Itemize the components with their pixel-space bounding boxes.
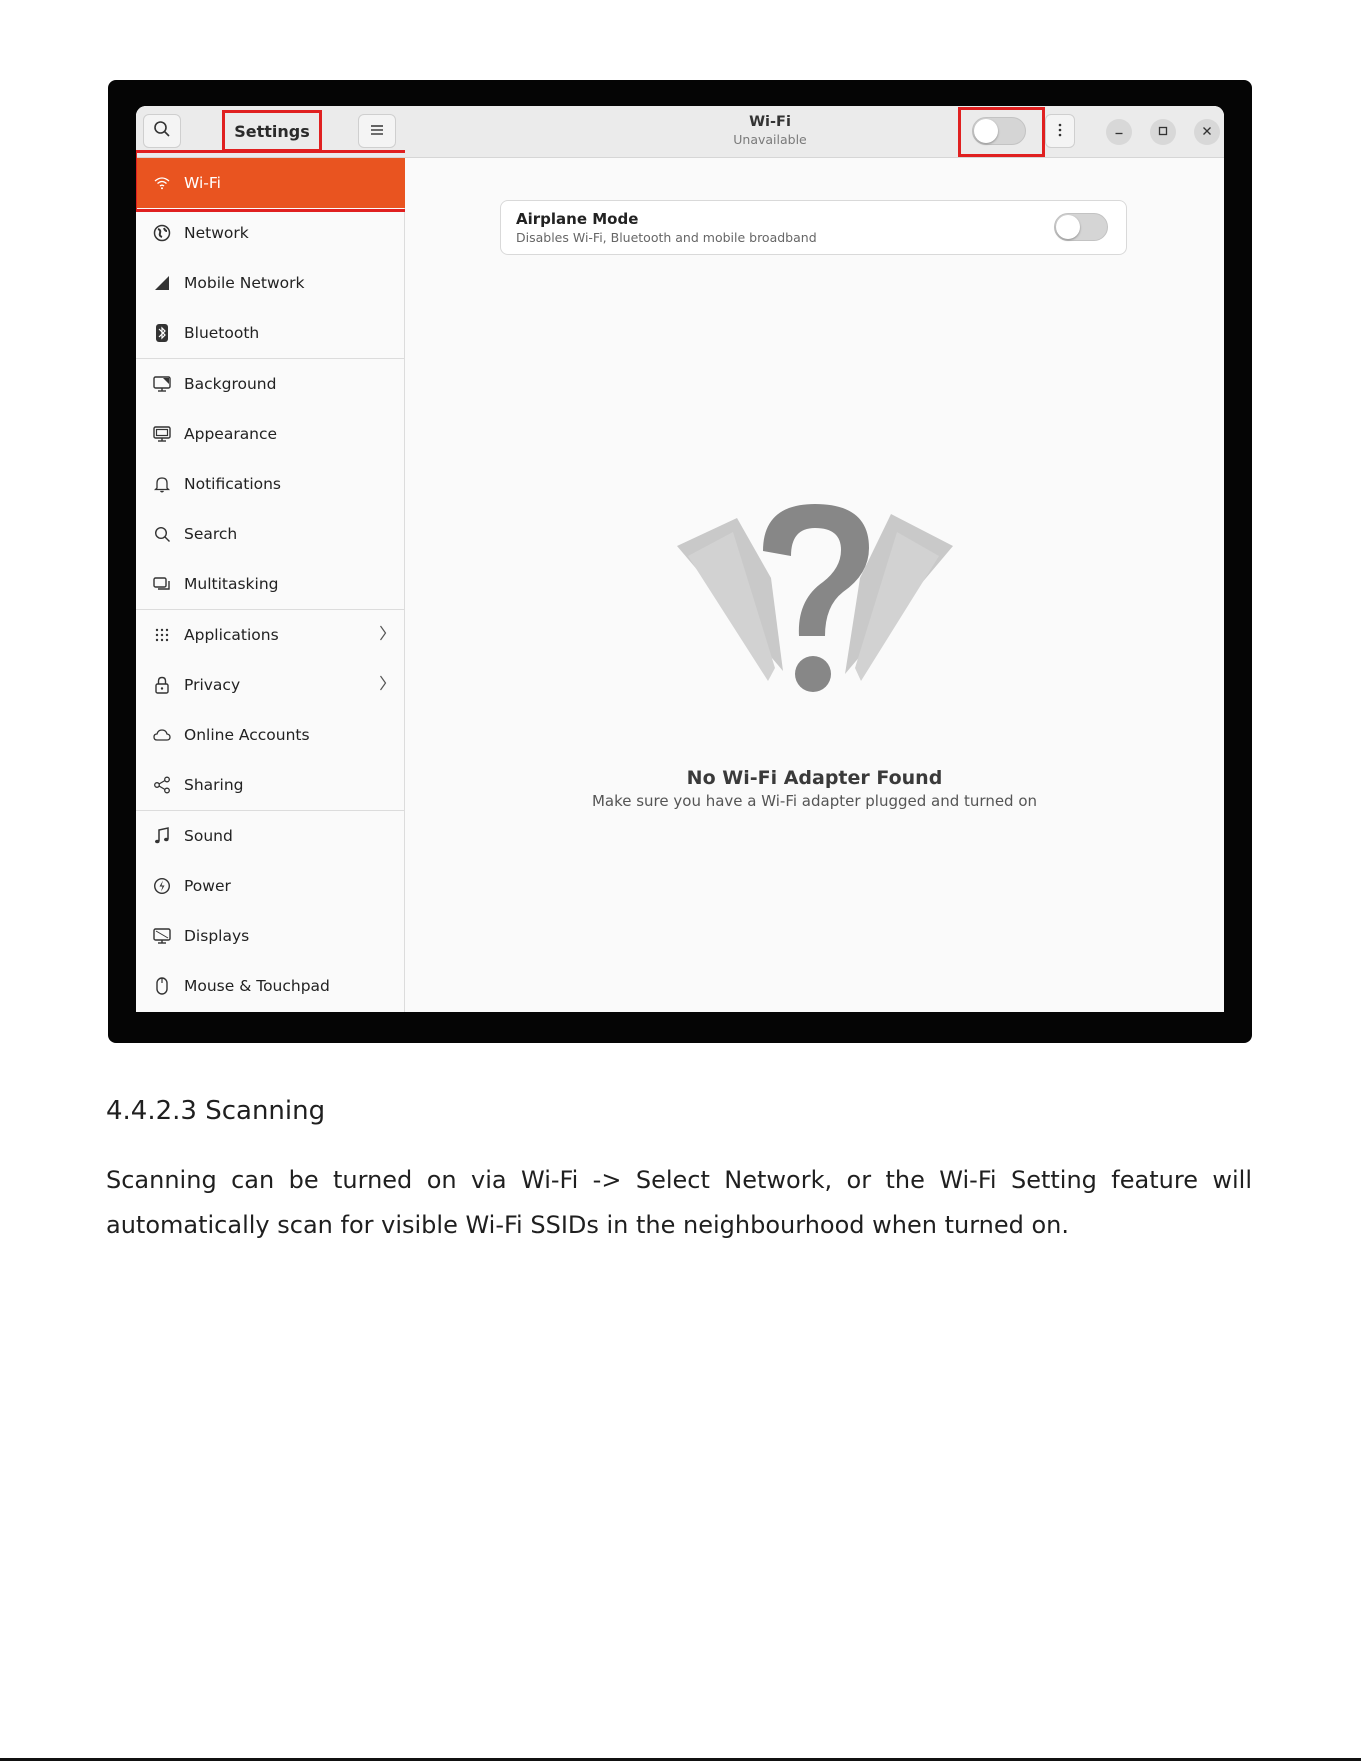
highlight-box-wifi-toggle bbox=[958, 107, 1045, 157]
sidebar-nav bbox=[136, 158, 405, 1011]
settings-title bbox=[222, 110, 322, 152]
airplane-mode-description: Disables Wi-Fi, Bluetooth and mobile broadband bbox=[516, 230, 817, 245]
sidebar-item-label: Sharing bbox=[184, 776, 244, 794]
sidebar-item-label: Appearance bbox=[184, 425, 278, 443]
sidebar-item-label: Bluetooth bbox=[184, 324, 260, 342]
apps-grid-icon bbox=[152, 625, 172, 645]
minimize-icon bbox=[1114, 125, 1124, 140]
background-icon bbox=[152, 374, 172, 394]
sidebar-item-applications[interactable] bbox=[136, 610, 405, 660]
search-button[interactable] bbox=[143, 114, 181, 148]
minimize-button[interactable] bbox=[1106, 119, 1132, 145]
sidebar-item-label: Search bbox=[184, 525, 238, 543]
page-subtitle: Unavailable bbox=[733, 132, 807, 147]
sidebar-item-label: Multitasking bbox=[184, 575, 279, 593]
sidebar-item-sharing[interactable] bbox=[136, 760, 405, 810]
sidebar-item-label: Mobile Network bbox=[184, 274, 305, 292]
chevron-right-icon bbox=[379, 625, 387, 645]
sidebar-item-appearance[interactable] bbox=[136, 409, 405, 459]
chevron-right-icon bbox=[379, 675, 387, 695]
sidebar-item-displays[interactable] bbox=[136, 911, 405, 961]
sidebar-item-label: Sound bbox=[184, 827, 233, 845]
sidebar-item-background[interactable] bbox=[136, 359, 405, 409]
settings-title-label: Settings bbox=[234, 121, 310, 141]
display-icon bbox=[152, 926, 172, 946]
bell-icon bbox=[152, 474, 172, 494]
sidebar-header bbox=[136, 106, 405, 158]
sidebar-item-multitasking[interactable] bbox=[136, 559, 405, 609]
wifi-icon bbox=[152, 173, 172, 193]
empty-state-title: No Wi-Fi Adapter Found bbox=[686, 767, 943, 789]
sidebar-item-bluetooth[interactable] bbox=[136, 308, 405, 358]
section-heading: 4.4.2.3 Scanning bbox=[106, 1096, 326, 1126]
sidebar-item-label: Power bbox=[184, 877, 231, 895]
empty-state-message: Make sure you have a Wi-Fi adapter plugged and turned on bbox=[591, 792, 1038, 810]
sidebar-item-label: Applications bbox=[184, 626, 279, 644]
body-paragraph: Scanning can be turned on via Wi-Fi -> Select Network, or the Wi-Fi Setting feature will automatically scan for visible Wi-Fi SSIDs in the neighbourhood when turned on. bbox=[106, 1166, 1252, 1239]
cloud-icon bbox=[152, 725, 172, 745]
sidebar-item-label: Mouse & Touchpad bbox=[184, 977, 330, 995]
sidebar-item-search[interactable] bbox=[136, 509, 405, 559]
bluetooth-icon bbox=[152, 323, 172, 343]
sidebar-item-label: Displays bbox=[184, 927, 250, 945]
sidebar-item-wifi[interactable] bbox=[136, 158, 405, 208]
sidebar-item-mobile-network[interactable] bbox=[136, 258, 405, 308]
hamburger-menu-icon bbox=[369, 122, 385, 141]
music-note-icon bbox=[152, 826, 172, 846]
more-options-button[interactable] bbox=[1045, 114, 1075, 148]
toggle-knob bbox=[1056, 215, 1080, 239]
mouse-icon bbox=[152, 976, 172, 996]
close-button[interactable] bbox=[1194, 119, 1220, 145]
kebab-menu-icon bbox=[1058, 122, 1062, 141]
multitasking-icon bbox=[152, 574, 172, 594]
settings-window bbox=[136, 106, 1224, 1012]
sidebar-item-label: Notifications bbox=[184, 475, 282, 493]
share-icon bbox=[152, 775, 172, 795]
power-icon bbox=[152, 876, 172, 896]
airplane-mode-toggle[interactable] bbox=[1054, 213, 1108, 241]
sidebar-item-sound[interactable] bbox=[136, 811, 405, 861]
mobile-signal-icon bbox=[152, 273, 172, 293]
page-title: Wi-Fi bbox=[749, 114, 791, 130]
maximize-icon bbox=[1158, 125, 1168, 140]
sidebar-item-privacy[interactable] bbox=[136, 660, 405, 710]
close-icon bbox=[1202, 125, 1212, 140]
header-bar bbox=[405, 106, 1224, 158]
sidebar-item-online-accounts[interactable] bbox=[136, 710, 405, 760]
main-menu-button[interactable] bbox=[358, 114, 396, 148]
lock-icon bbox=[152, 675, 172, 695]
search-icon bbox=[152, 524, 172, 544]
sidebar-item-label: Background bbox=[184, 375, 277, 393]
sidebar-item-label: Privacy bbox=[184, 676, 241, 694]
sidebar bbox=[136, 106, 405, 1012]
sidebar-item-network[interactable] bbox=[136, 208, 405, 258]
sidebar-item-label: Wi-Fi bbox=[184, 174, 221, 192]
search-icon bbox=[153, 120, 171, 142]
network-icon bbox=[152, 223, 172, 243]
airplane-mode-title: Airplane Mode bbox=[516, 210, 639, 228]
content-pane bbox=[405, 106, 1224, 1012]
sidebar-item-label: Online Accounts bbox=[184, 726, 310, 744]
sidebar-item-mouse-touchpad[interactable] bbox=[136, 961, 405, 1011]
appearance-icon bbox=[152, 424, 172, 444]
sidebar-item-power[interactable] bbox=[136, 861, 405, 911]
sidebar-item-notifications[interactable] bbox=[136, 459, 405, 509]
sidebar-item-label: Network bbox=[184, 224, 249, 242]
airplane-mode-row bbox=[500, 200, 1127, 255]
maximize-button[interactable] bbox=[1150, 119, 1176, 145]
wifi-question-icon bbox=[675, 496, 955, 726]
